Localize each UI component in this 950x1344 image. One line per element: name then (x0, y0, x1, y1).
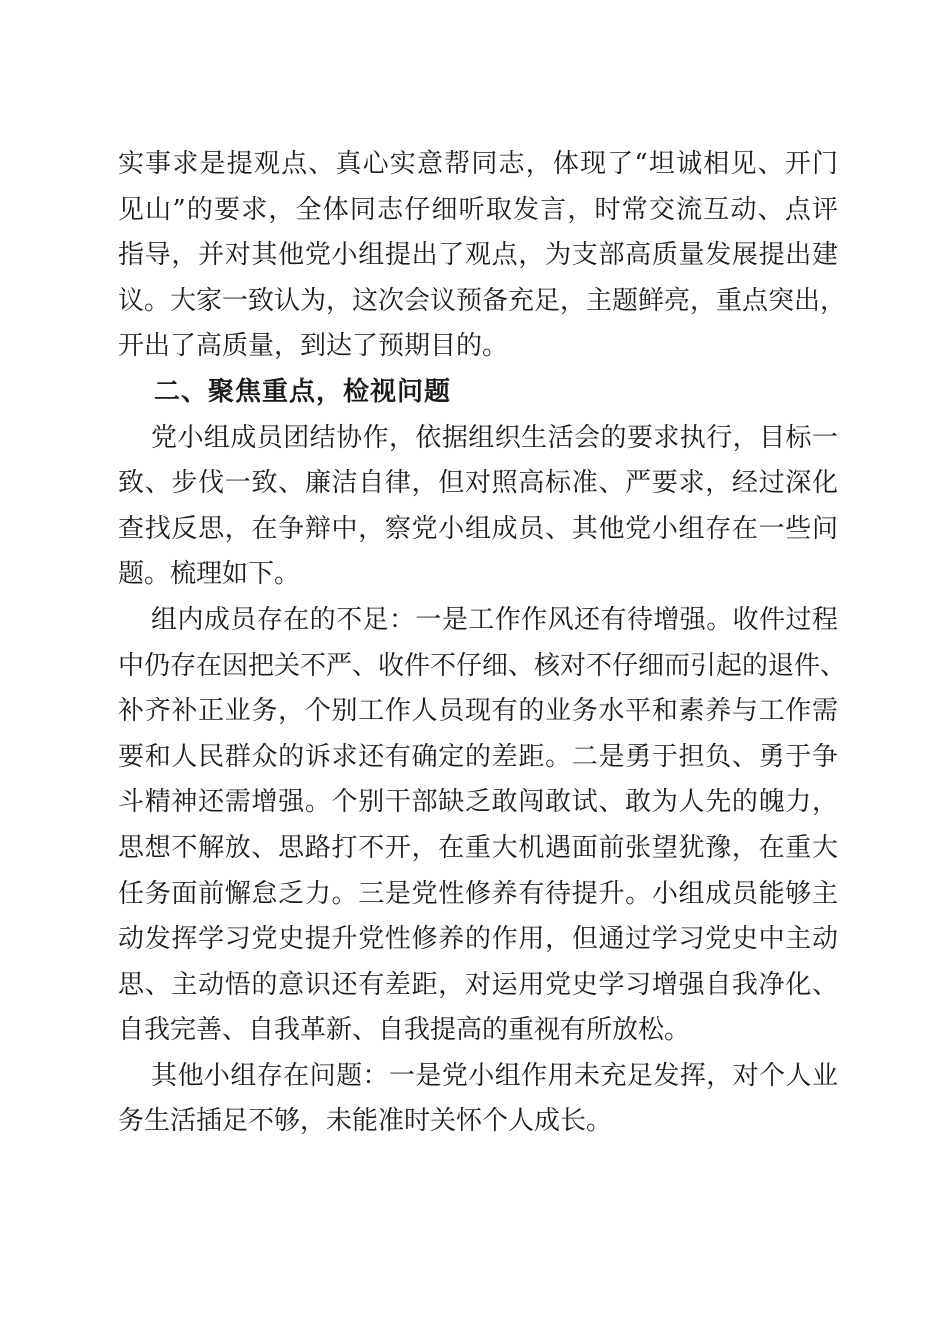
text-line: 思想不解放、思路打不开，在重大机遇面前张望犹豫，在重大 (118, 832, 838, 863)
text-line: 开出了高质量，到达了预期目的。 (118, 331, 509, 362)
section-heading: 二、聚焦重点，检视问题 (154, 376, 452, 407)
document-body (118, 142, 847, 1145)
text-line: 务生活插足不够，未能准时关怀个人成长。 (118, 1106, 613, 1137)
text-line: 其他小组存在问题：一是党小组作用未充足发挥，对个人业 (151, 1060, 838, 1091)
text-line: 要和人民群众的诉求还有确定的差距。二是勇于担负、勇于争 (118, 741, 838, 772)
text-line: 自我完善、自我革新、自我提高的重视有所放松。 (118, 1015, 691, 1046)
text-line: 补齐补正业务，个别工作人员现有的业务水平和素养与工作需 (118, 696, 838, 727)
text-line: 组内成员存在的不足：一是工作作风还有待增强。收件过程 (151, 604, 838, 635)
text-line: 查找反思，在争辩中，察党小组成员、其他党小组存在一些问 (118, 513, 838, 544)
text-line: 思、主动悟的意识还有差距，对运用党史学习增强自我净化、 (118, 969, 838, 1000)
text-line: 题。梳理如下。 (118, 559, 301, 590)
text-line: 议。大家一致认为，这次会议预备充足，主题鲜亮，重点突出， (118, 285, 847, 316)
text-line: 斗精神还需增强。个别干部缺乏敢闯敢试、敢为人先的魄力， (118, 787, 838, 818)
text-line: 中仍存在因把关不严、收件不仔细、核对不仔细而引起的退件、 (118, 650, 847, 681)
text-line: 任务面前懈怠乏力。三是党性修养有待提升。小组成员能够主 (118, 878, 838, 909)
text-line: 动发挥学习党史提升党性修养的作用，但通过学习党史中主动 (118, 924, 838, 955)
text-line: 致、步伐一致、廉洁自律，但对照高标准、严要求，经过深化 (118, 468, 838, 499)
text-line: 指导，并对其他党小组提出了观点，为支部高质量发展提出建 (118, 240, 838, 271)
paragraph-member-shortcomings (118, 598, 847, 1054)
paragraph-continuation (118, 142, 847, 370)
text-line: 党小组成员团结协作，依据组织生活会的要求执行，目标一 (151, 422, 838, 453)
paragraph-summary (118, 416, 838, 598)
text-line: 实事求是提观点、真心实意帮同志，体现了“坦诚相见、开门 (118, 149, 838, 179)
text-line: 见山”的要求，全体同志仔细听取发言，时常交流互动、点评 (118, 194, 838, 225)
paragraph-other-groups (118, 1054, 838, 1145)
